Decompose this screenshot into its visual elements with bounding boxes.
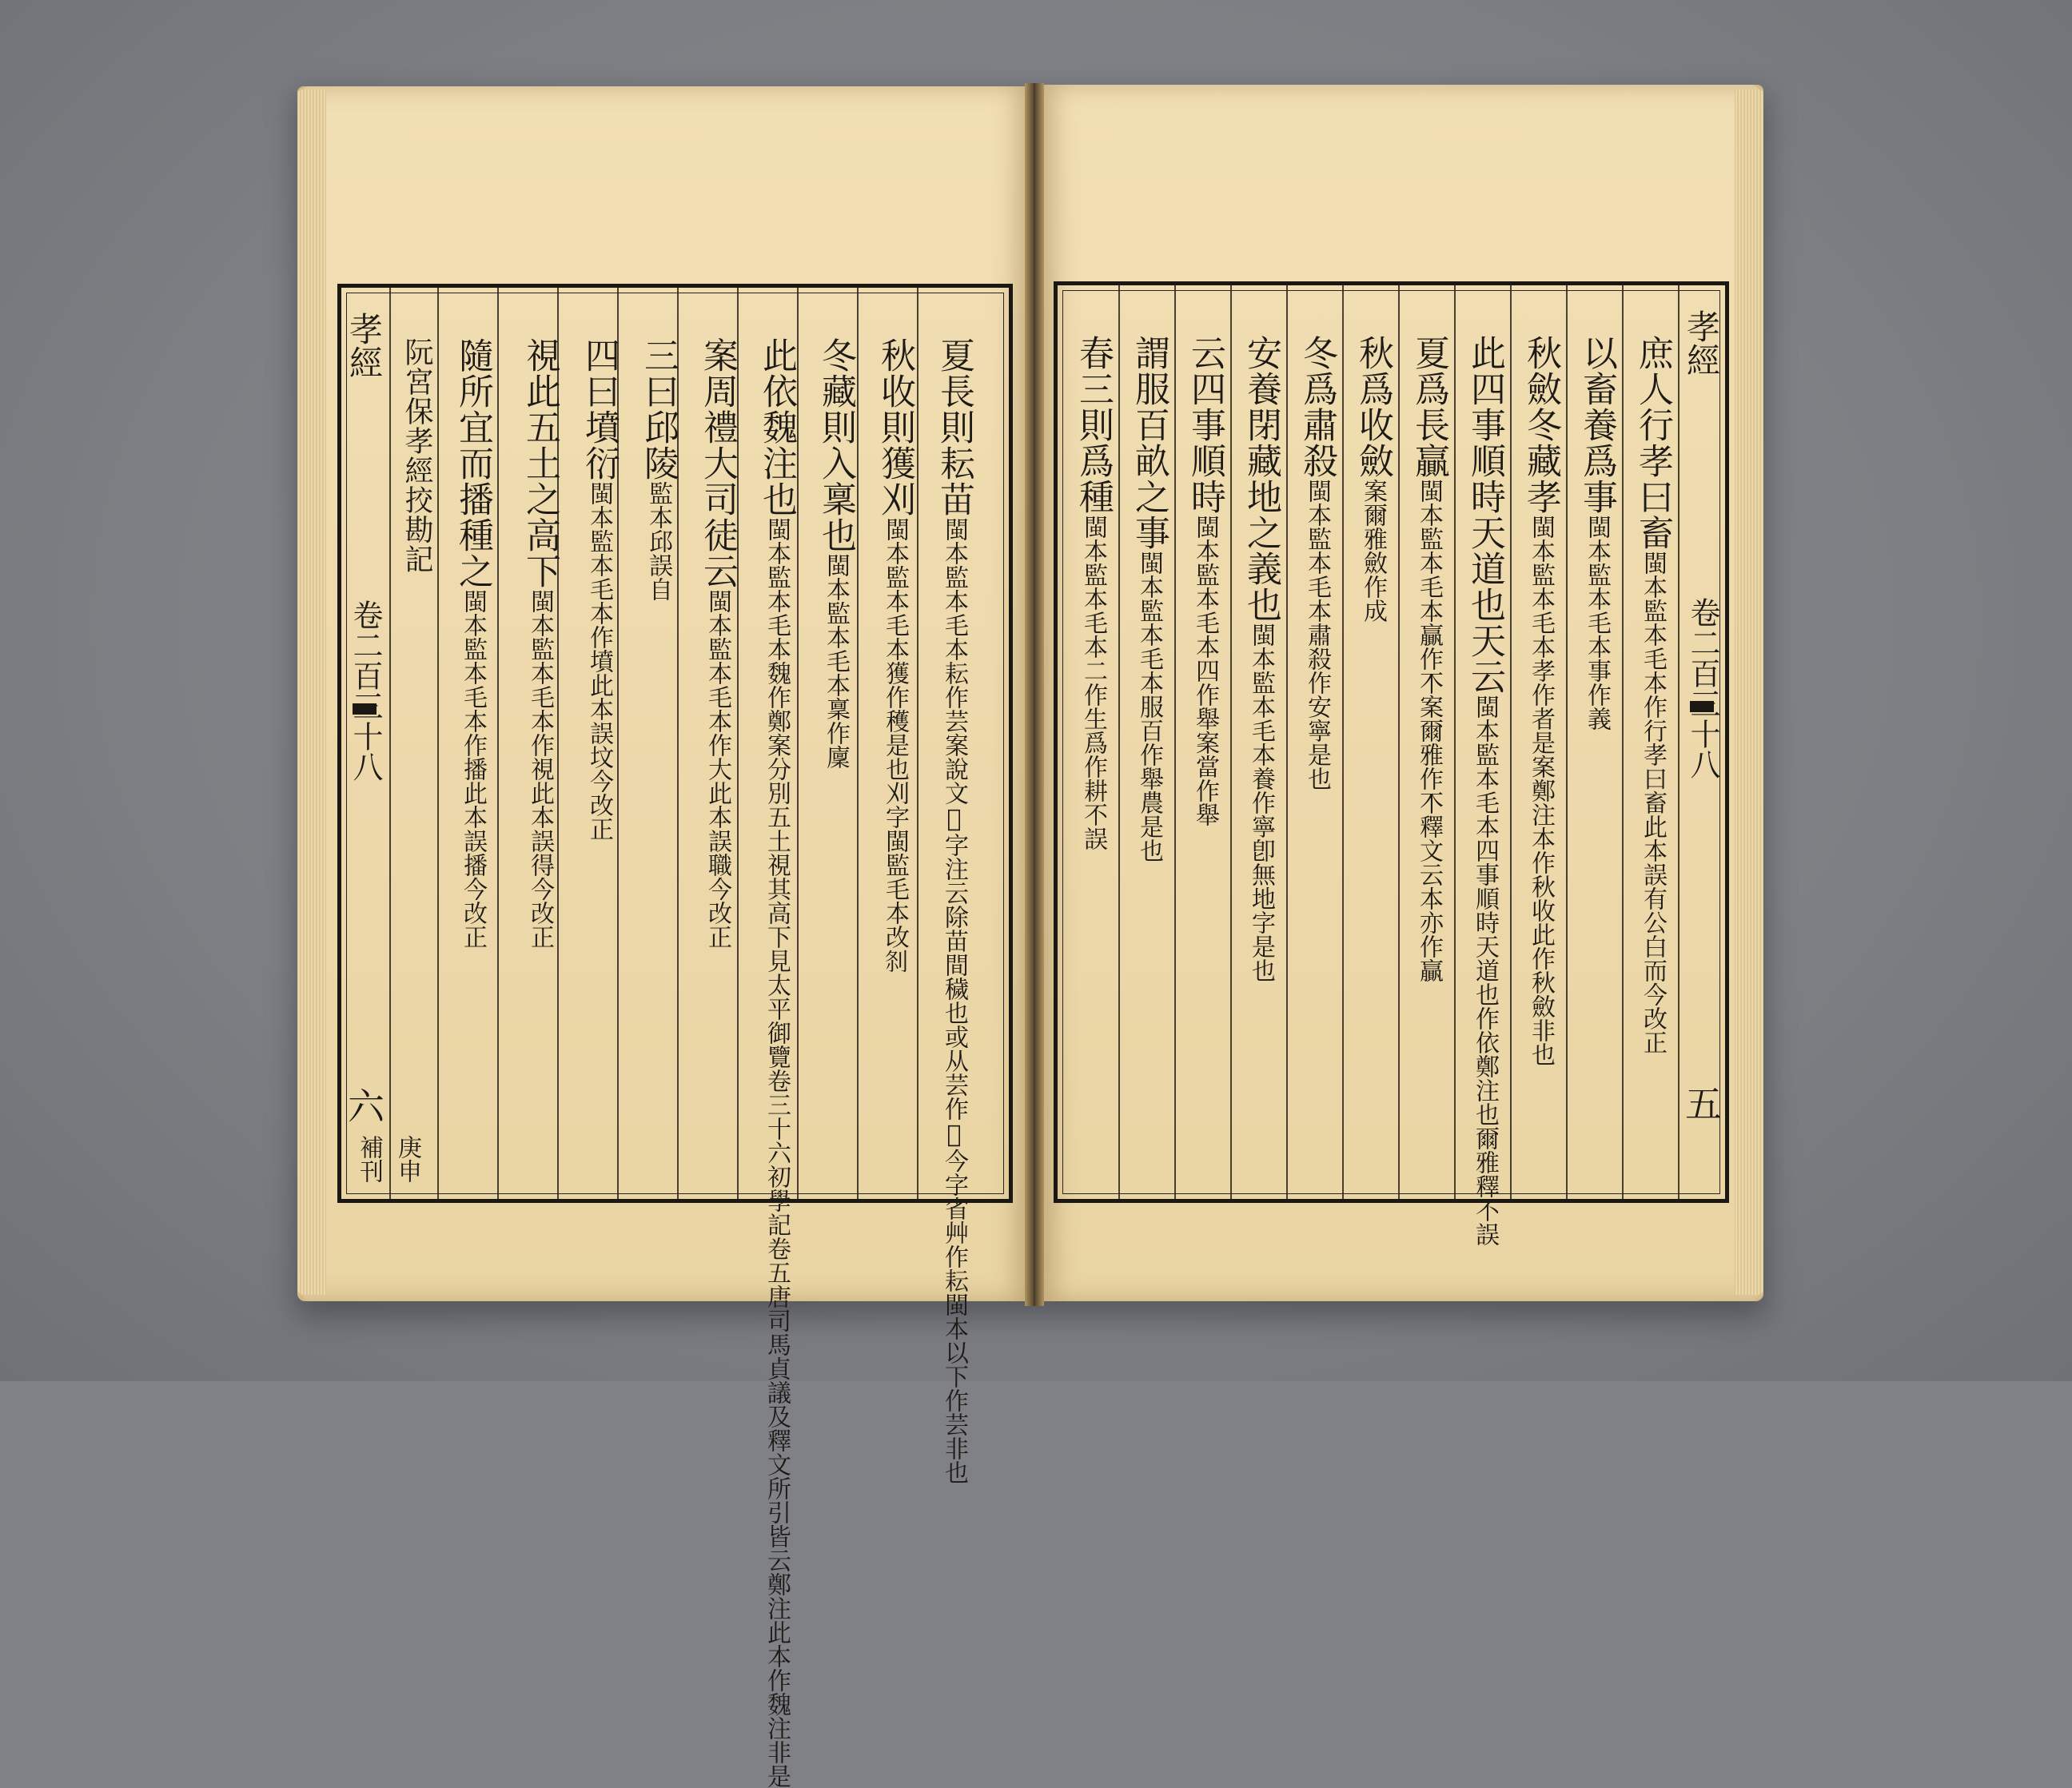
text-column: [1297, 335, 1336, 790]
fish-tail-mark: [353, 703, 377, 715]
column-rule: [1286, 285, 1288, 1199]
column-annotation: 閩本監本毛本贏作𣎴案爾雅作𣎴釋文云本亦作贏: [1415, 479, 1443, 982]
right-page-frame: [1054, 281, 1729, 1246]
column-rule: [1566, 285, 1568, 1199]
text-column: [1577, 335, 1616, 731]
column-main-text: 冬爲肅殺: [1297, 335, 1337, 479]
column-main-text: 秋收則獲刈: [875, 337, 915, 517]
column-rule: [497, 288, 499, 1199]
column-annotation: 閩本監本毛本魏作鄭案分別五土視其高下見太平御覽卷三十六初學記卷五唐司馬貞議及釋文所引皆云鄭注此本作魏注非是: [763, 517, 791, 1788]
text-column: [698, 337, 736, 949]
text-column: [934, 337, 973, 1484]
text-column: [453, 337, 492, 949]
column-annotation: 閩本監本毛本事作義: [1583, 515, 1611, 731]
column-annotation: 閩本監本毛本服百作舉農是也: [1135, 551, 1163, 862]
column-main-text: 以畜養爲事: [1576, 335, 1617, 515]
banxin-page-number: 五: [1680, 1085, 1723, 1121]
column-annotation: 閩本監本毛本二作生爲作耕不誤: [1079, 515, 1107, 850]
column-annotation: 案爾雅斂作成: [1359, 479, 1387, 623]
column-main-text: 庶人行孝曰畜: [1632, 335, 1673, 551]
column-rule: [389, 288, 391, 1199]
column-rule: [857, 288, 859, 1199]
text-column: [1521, 335, 1560, 1066]
column-main-text: 三曰邱陵: [638, 337, 679, 481]
text-column: [639, 337, 677, 601]
column-annotation: 閩本監本毛本四作舉案當作舉: [1191, 515, 1219, 826]
column-rule: [617, 288, 619, 1199]
column-rule: [1454, 285, 1456, 1199]
column-annotation: 閩本監本毛本獲作穫是也刈字閩監毛本改𠛴: [881, 517, 909, 973]
column-main-text: 此依魏注也: [756, 337, 797, 517]
text-column: [1074, 335, 1112, 850]
left-page-edge: [297, 90, 326, 1295]
column-annotation: 閩本監本毛本作大此本誤職今改正: [703, 589, 731, 949]
banxin-collection: 阮宮保孝經挍勘記: [400, 337, 433, 574]
column-rule: [437, 288, 439, 1199]
column-main-text: 夏長則耘苗: [934, 337, 974, 517]
column-main-text: 秋爲收斂: [1353, 335, 1393, 479]
column-annotation: 閩本監本毛本養作寧卽無地字是也: [1247, 623, 1275, 982]
text-column: [1465, 335, 1504, 1246]
column-main-text: 此四事順時天道也天云: [1464, 335, 1505, 695]
text-column: [1409, 335, 1448, 982]
column-main-text: 秋斂冬藏孝: [1520, 335, 1561, 515]
banxin-title: 孝經: [345, 312, 384, 379]
text-column: [520, 337, 559, 949]
column-annotation: 閩本監本毛本作墳此本誤坟今改正: [585, 481, 613, 841]
column-annotation: 閩本監本毛本孝作者是案鄭注本作秋收此作秋斂非也: [1527, 515, 1555, 1066]
column-rule: [1174, 285, 1176, 1199]
column-main-text: 隨所宜而播種之: [452, 337, 493, 589]
banxin-juan: 卷二百三十八: [348, 599, 383, 782]
column-annotation: 閩本監本毛本耘作芸案說文𦔳字注云除苗間穢也或从芸作𦔳今字省艸作耘閩本以下作芸非也: [940, 517, 968, 1484]
column-rule: [557, 288, 559, 1199]
text-column: [875, 337, 914, 973]
column-main-text: 謂服百畝之事: [1129, 335, 1169, 551]
text-column: [1185, 335, 1224, 826]
text-column: [757, 337, 795, 1788]
column-main-text: 四曰墳衍: [579, 337, 620, 481]
column-annotation: 閩本監本毛本作行孝曰畜此本誤有公白而今改正: [1639, 551, 1667, 1054]
column-rule: [677, 288, 679, 1199]
text-column: [1353, 335, 1392, 623]
left-page-frame: [337, 284, 1013, 1788]
banxin-juan: 卷二百三十八: [1685, 597, 1720, 779]
column-rule: [1510, 285, 1512, 1199]
column-annotation: 閩本監本毛本作視此本誤得今改正: [526, 589, 554, 949]
banxin-note: 庚申補刊: [355, 1135, 421, 1183]
column-annotation: 閩本監本毛本稟作廩: [822, 553, 850, 769]
column-rule: [797, 288, 799, 1199]
column-main-text: 安養閉藏地之義也: [1241, 335, 1281, 623]
text-column: [816, 337, 855, 769]
banxin-title: 孝經: [1682, 309, 1721, 376]
column-annotation: 監本邱誤自: [644, 481, 672, 601]
text-column: [1241, 335, 1280, 982]
column-main-text: 春三則爲種: [1073, 335, 1114, 515]
column-rule: [1230, 285, 1232, 1199]
column-rule: [1678, 285, 1680, 1199]
column-main-text: 冬藏則入稟也: [815, 337, 856, 553]
fish-tail-mark: [1690, 701, 1714, 712]
column-annotation: 閩本監本毛本肅殺作安寧是也: [1303, 479, 1331, 790]
text-column: [1130, 335, 1168, 862]
column-rule: [1118, 285, 1120, 1199]
banxin-page-number: 六: [342, 1087, 385, 1124]
book-gutter: [1025, 83, 1044, 1306]
text-column: [580, 337, 618, 841]
column-rule: [917, 288, 918, 1199]
text-column: [1633, 335, 1672, 1054]
right-page-edge: [1735, 90, 1763, 1295]
column-main-text: 視此五土之高下: [520, 337, 560, 589]
column-annotation: 閩本監本毛本四事順時天道也作依鄭注也爾雅釋不誤: [1471, 695, 1499, 1246]
column-main-text: 案周禮大司徒云: [697, 337, 738, 589]
column-main-text: 云四事順時: [1185, 335, 1225, 515]
column-rule: [1398, 285, 1400, 1199]
right-banxin: [1679, 285, 1725, 1199]
column-annotation: 閩本監本毛本作播此本誤播今改正: [459, 589, 487, 949]
column-rule: [1622, 285, 1624, 1199]
column-rule: [1342, 285, 1344, 1199]
column-rule: [737, 288, 739, 1199]
column-main-text: 夏爲長贏: [1409, 335, 1449, 479]
